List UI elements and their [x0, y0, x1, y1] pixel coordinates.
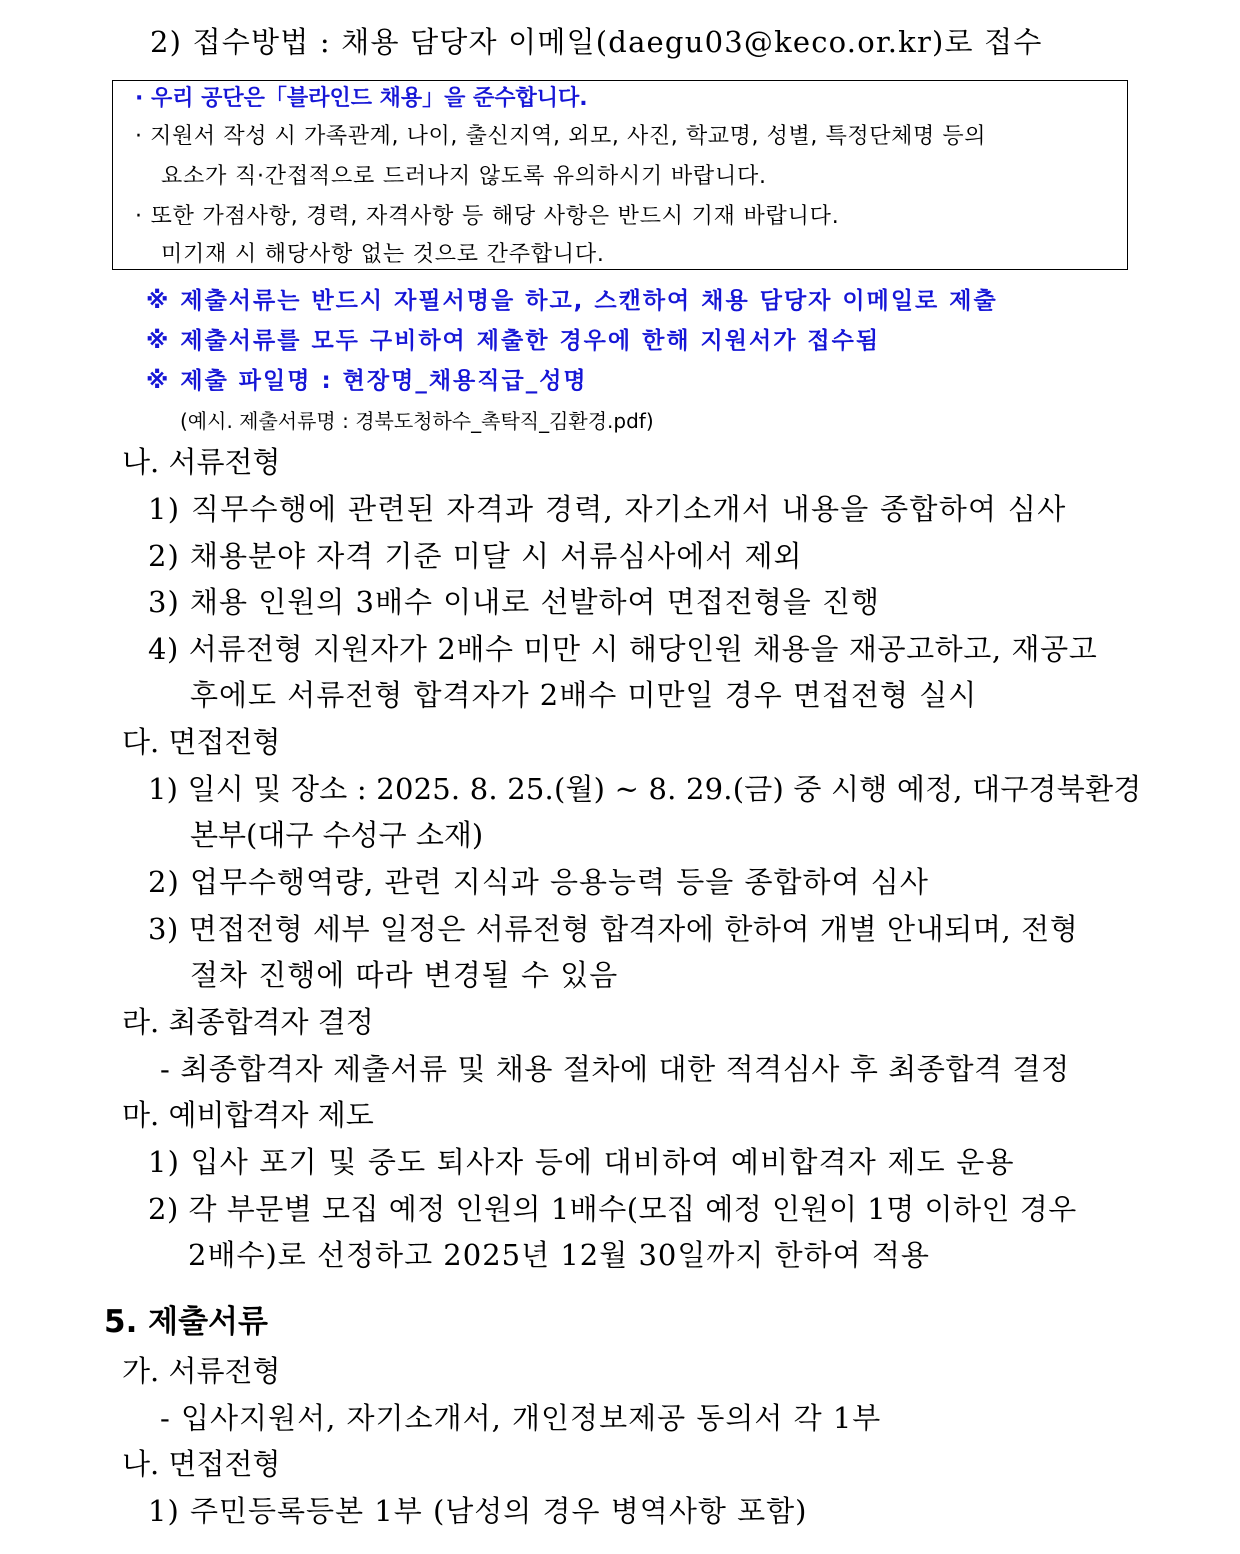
doc-screening-item-3: 3) 채용 인원의 3배수 이내로 선발하여 면접전형을 진행	[148, 585, 881, 619]
notice-line-application: · 지원서 작성 시 가족관계, 나이, 출신지역, 외모, 사진, 학교명, 성별, 특정단체명 등의	[135, 124, 987, 149]
heading-final-selection: 라. 최종합격자 결정	[122, 1005, 374, 1039]
heading-interview: 다. 면접전형	[122, 725, 281, 759]
remark-complete-docs: ※ 제출서류를 모두 구비하여 제출한 경우에 한해 지원서가 접수됨	[146, 328, 881, 354]
doc-screening-item-2: 2) 채용분야 자격 기준 미달 시 서류심사에서 제외	[148, 539, 803, 573]
heading-submit-document-screening: 가. 서류전형	[122, 1354, 281, 1388]
notice-line-additional: · 또한 가점사항, 경력, 자격사항 등 해당 사항은 반드시 기재 바랍니다.	[135, 204, 840, 229]
interview-item-2: 2) 업무수행역량, 관련 지식과 응용능력 등을 종합하여 심사	[148, 865, 929, 899]
receipt-method: 2) 접수방법 : 채용 담당자 이메일(daegu03@keco.or.kr)로 접수	[150, 25, 1043, 59]
remark-filename: ※ 제출 파일명 : 현장명_채용직급_성명	[146, 368, 588, 394]
notice-line-application-cont: 요소가 직·간접적으로 드러나지 않도록 유의하시기 바랍니다.	[161, 164, 767, 189]
heading-submit-interview: 나. 면접전형	[122, 1447, 281, 1481]
interview-item-1-cont: 본부(대구 수성구 소재)	[190, 818, 484, 852]
notice-line-additional-cont: 미기재 시 해당사항 없는 것으로 간주합니다.	[161, 242, 605, 267]
submit-document-screening-item: - 입사지원서, 자기소개서, 개인정보제공 동의서 각 1부	[160, 1401, 882, 1435]
remark-signature: ※ 제출서류는 반드시 자필서명을 하고, 스캔하여 채용 담당자 이메일로 제출	[146, 288, 998, 314]
filename-example: (예시. 제출서류명 : 경북도청하수_촉탁직_김환경.pdf)	[180, 409, 654, 433]
heading-reserve-system: 마. 예비합격자 제도	[122, 1098, 374, 1132]
reserve-item-1: 1) 입사 포기 및 중도 퇴사자 등에 대비하여 예비합격자 제도 운용	[148, 1145, 1015, 1179]
interview-item-1: 1) 일시 및 장소 : 2025. 8. 25.(월) ~ 8. 29.(금) 중 시행 예정, 대구경북환경	[148, 772, 1142, 806]
interview-item-3: 3) 면접전형 세부 일정은 서류전형 합격자에 한하여 개별 안내되며, 전형	[148, 912, 1079, 946]
final-selection-item: - 최종합격자 제출서류 및 채용 절차에 대한 적격심사 후 최종합격 결정	[160, 1052, 1070, 1086]
heading-document-screening: 나. 서류전형	[122, 445, 281, 479]
doc-screening-item-1: 1) 직무수행에 관련된 자격과 경력, 자기소개서 내용을 종합하여 심사	[148, 492, 1067, 526]
interview-item-3-cont: 절차 진행에 따라 변경될 수 있음	[190, 958, 619, 992]
submit-interview-item-1: 1) 주민등록등본 1부 (남성의 경우 병역사항 포함)	[148, 1494, 808, 1528]
doc-screening-item-4-cont: 후에도 서류전형 합격자가 2배수 미만일 경우 면접전형 실시	[190, 678, 978, 712]
reserve-item-2-cont: 2배수)로 선정하고 2025년 12월 30일까지 한하여 적용	[188, 1238, 930, 1272]
doc-screening-item-4: 4) 서류전형 지원자가 2배수 미만 시 해당인원 채용을 재공고하고, 재공고	[148, 632, 1098, 666]
reserve-item-2: 2) 각 부문별 모집 예정 인원의 1배수(모집 예정 인원이 1명 이하인 경우	[148, 1192, 1077, 1226]
blind-hiring-notice-box	[112, 80, 1128, 270]
section-5-heading: 5. 제출서류	[104, 1304, 268, 1340]
notice-line-blind-hiring: · 우리 공단은「블라인드 채용」을 준수합니다.	[135, 86, 588, 111]
